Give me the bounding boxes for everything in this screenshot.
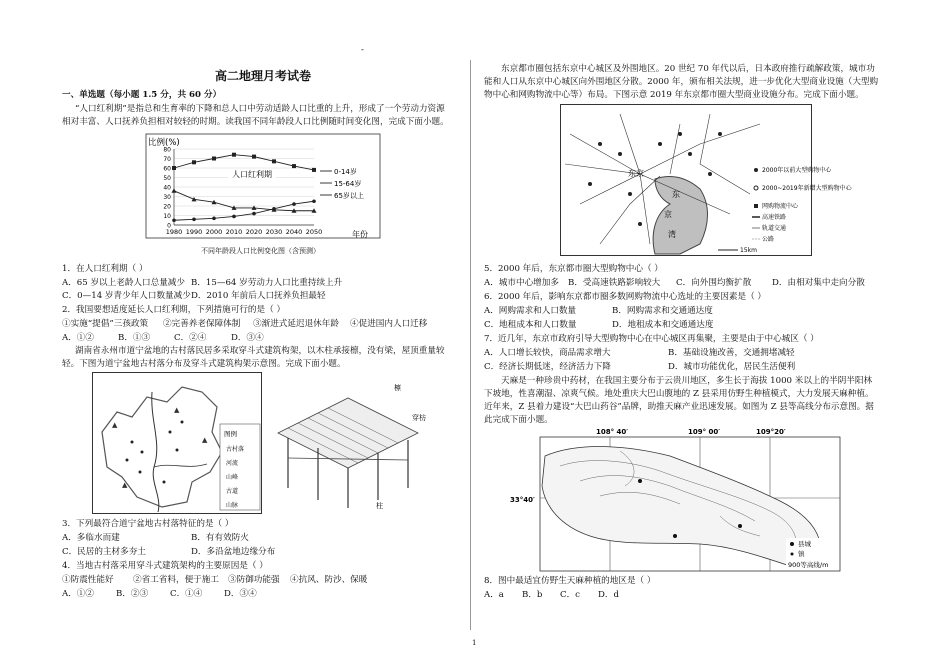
series-point bbox=[192, 160, 196, 164]
x-tick-label: 2000 bbox=[205, 228, 223, 236]
section-heading: 一、单选题（每小题 1.5 分，共 60 分） bbox=[62, 90, 222, 100]
q1-stem: 1．在人口红利期（ ） bbox=[62, 264, 148, 274]
x-tick-label: 1980 bbox=[165, 228, 183, 236]
q1-option-c[interactable]: C．0—14 岁青少年人口数量减少 bbox=[62, 291, 191, 301]
q1-option-d[interactable]: D．2010 年前后人口抚养负担最轻 bbox=[191, 291, 326, 301]
q2-item: ③渐进式延迟退休年龄 bbox=[253, 319, 339, 329]
right-intro2-line: 此完成下面小题。 bbox=[484, 415, 553, 425]
q7-option-a[interactable]: A．人口增长较快，商品需求增大 bbox=[484, 348, 611, 358]
q2-stem: 2．我国要想适度延长人口红利期，下列措施可行的是（ ） bbox=[62, 305, 286, 315]
header-mark: - bbox=[361, 45, 364, 55]
q5-option-d[interactable]: D．由相对集中走向分散 bbox=[772, 278, 865, 288]
series-point bbox=[292, 164, 296, 168]
x-tick-label: 2050 bbox=[305, 228, 323, 236]
chart-xlabel: 年份 bbox=[352, 230, 368, 239]
lat-label: 33°40′ bbox=[510, 496, 535, 504]
legend-item: 2000~2019年新增大型购物中心 bbox=[762, 185, 852, 192]
intro-line: “人口红利期”是指总和生育率的下降和总人口中劳动适龄人口比重的上升，形成了一个劳动力资源 bbox=[75, 104, 445, 114]
q8-stem: 8．图中最适宜仿野生天麻种植的地区是（ ） bbox=[484, 576, 656, 586]
y-tick-label: 30 bbox=[163, 194, 171, 201]
q6-option-c[interactable]: C．地租成本和人口数量 bbox=[484, 320, 577, 330]
q3-option-b[interactable]: B．有有效防火 bbox=[191, 533, 249, 543]
legend-item: 古村落 bbox=[226, 446, 245, 453]
y-tick-label: 20 bbox=[163, 203, 171, 211]
q2-option-c[interactable]: C．②④ bbox=[174, 333, 207, 343]
q4-option-a[interactable]: A．①② bbox=[62, 589, 94, 599]
label-tokyo: 东京 bbox=[628, 169, 644, 178]
q5-stem: 5．2000 年后，东京都市圈大型购物中心（ ） bbox=[484, 264, 663, 274]
q4-item: ③防御功能强 bbox=[228, 575, 280, 585]
label-chuanfang: 穿枋 bbox=[412, 414, 426, 422]
right-intro2-line: 下坡地，性喜潮湿、凉爽气候。地处重庆大巴山腹地的 Z 县采用仿野生种植模式，大力发展天麻种植。 bbox=[484, 389, 874, 399]
chart-caption: 不同年龄段人口比例变化图（含预测） bbox=[201, 247, 320, 255]
q4-item: ④抗风、防沙、保暖 bbox=[290, 575, 368, 585]
legend-item: 山峰 bbox=[226, 474, 239, 481]
q4-item: ①防震性能好 bbox=[62, 575, 114, 585]
scale-label: 15km bbox=[740, 247, 757, 254]
bay-label: 京 bbox=[664, 210, 672, 219]
q8-option-d[interactable]: D．d bbox=[598, 590, 619, 600]
y-tick-label: 70 bbox=[163, 156, 171, 163]
q7-option-d[interactable]: D．城市功能优化，居民生活便利 bbox=[668, 362, 796, 372]
right-intro-line: 物中心和网购物流中心等）布局。下图示意 2019 年东京都市圈大型商业设施分布。完成下面小题。 bbox=[484, 90, 864, 100]
q1-option-b[interactable]: B．15—64 岁劳动力人口比重持续上升 bbox=[191, 278, 343, 288]
y-tick-label: 40 bbox=[163, 184, 171, 192]
intro2-line: 湖南省永州市道宁盆地的古村落民居多采取穿斗式建筑构架，以木柱承接檩，没有梁，屋顶重量较 bbox=[75, 346, 445, 356]
legend-item: 县城 bbox=[798, 540, 811, 548]
label-zhu: 柱 bbox=[376, 502, 383, 510]
q3-stem: 3．下列最符合道宁盆地古村落特征的是（ ） bbox=[62, 519, 234, 529]
svg-text:▲: ▲ bbox=[122, 481, 128, 489]
q2-option-a[interactable]: A．①② bbox=[62, 333, 94, 343]
tokyo-bay bbox=[653, 176, 707, 254]
q5-option-a[interactable]: A．城市中心增加多 bbox=[484, 278, 559, 288]
series-point bbox=[312, 199, 316, 203]
daoning-map bbox=[92, 372, 262, 514]
intro-line: 相对丰富、人口抚养负担相对较轻的时期。读我国不同年龄段人口比例随时间变化图，完成下面小题。 bbox=[62, 117, 449, 127]
label-lin: 檩 bbox=[394, 384, 401, 392]
series-point bbox=[212, 157, 216, 161]
q8-option-c[interactable]: C．c bbox=[560, 590, 580, 600]
series-point bbox=[272, 159, 276, 163]
q2-item: ①实施“提倡”三孩政策 bbox=[62, 319, 149, 329]
q6-option-b[interactable]: B．网购需求和交通通达度 bbox=[612, 306, 713, 316]
svg-text:▲: ▲ bbox=[202, 436, 208, 444]
q7-option-c[interactable]: C．经济长期低迷，经济活力下降 bbox=[484, 362, 611, 372]
y-tick-label: 80 bbox=[163, 146, 171, 154]
q4-option-c[interactable]: C．①④ bbox=[170, 589, 203, 599]
lon-label: 109° 00′ bbox=[688, 428, 721, 436]
bay-label: 湾 bbox=[668, 230, 676, 239]
lon-label: 109°20′ bbox=[756, 428, 786, 436]
legend-item: 网购物流中心 bbox=[762, 203, 799, 210]
legend-item: 古道 bbox=[226, 488, 239, 495]
series-point bbox=[252, 155, 256, 159]
series-point bbox=[192, 218, 196, 222]
series-point bbox=[212, 217, 216, 221]
y-tick-label: 10 bbox=[163, 213, 171, 220]
svg-text:▲: ▲ bbox=[174, 406, 180, 414]
series-point bbox=[272, 207, 276, 211]
q8-option-b[interactable]: B．b bbox=[522, 590, 543, 600]
legend-item: 公路 bbox=[762, 236, 775, 243]
map-legend-title: 图例 bbox=[224, 430, 237, 438]
series-point bbox=[172, 218, 176, 222]
q6-option-d[interactable]: D．地租成本和交通通达度 bbox=[612, 320, 714, 330]
q5-option-c[interactable]: C．向外围均衡扩散 bbox=[676, 278, 752, 288]
q2-option-d[interactable]: D．③④ bbox=[231, 333, 264, 343]
right-intro2-line: 天麻是一种珍贵中药材，在我国主要分布于云贵川地区，多生长于海拔 1000 米以上的半阴半阳林 bbox=[501, 376, 873, 386]
x-tick-label: 2030 bbox=[265, 228, 283, 236]
q7-option-b[interactable]: B．基础设施改善，交通拥堵减轻 bbox=[668, 348, 795, 358]
chart-ylabel: 比例(%) bbox=[148, 138, 180, 148]
population-chart bbox=[142, 133, 382, 243]
column-divider bbox=[470, 60, 471, 630]
q3-option-c[interactable]: C．民居的主材多夯土 bbox=[62, 547, 146, 557]
series-point bbox=[292, 202, 296, 206]
q4-option-b[interactable]: B．②③ bbox=[116, 589, 149, 599]
right-intro2-line: 近年来，Z 县着力建设“大巴山药谷”品牌，助推天麻产业迅速发展。如图为 Z 县等高线分布示意图。据 bbox=[484, 402, 874, 412]
q2-option-b[interactable]: B．①③ bbox=[118, 333, 151, 343]
series-point bbox=[252, 212, 256, 216]
q4-stem: 4．当地古村落采用穿斗式建筑架构的主要原因是（ ） bbox=[62, 561, 268, 571]
series-point bbox=[232, 215, 236, 219]
legend-label: 15-64岁 bbox=[334, 180, 362, 188]
series-point bbox=[232, 153, 236, 157]
x-tick-label: 2010 bbox=[225, 228, 243, 236]
q1-option-a[interactable]: A．65 岁以上老龄人口总量减少 bbox=[62, 278, 185, 288]
svg-text:▲: ▲ bbox=[112, 421, 118, 429]
chart-title: 人口红利期 bbox=[232, 170, 272, 179]
q6-option-a[interactable]: A．网购需求和人口数量 bbox=[484, 306, 577, 316]
intro2-line: 轻。下图为道宁盆地古村落分布及穿斗式建筑构架示意图。完成下面小题。 bbox=[62, 359, 346, 369]
legend-label: 0-14岁 bbox=[334, 168, 357, 176]
bay-label: 东 bbox=[672, 190, 680, 199]
y-tick-label: 0 bbox=[167, 222, 171, 230]
q7-stem: 7．近几年，东京市政府引导大型购物中心在中心城区再集聚，主要是由于中心城区（ ） bbox=[484, 334, 819, 344]
x-tick-label: 2020 bbox=[245, 228, 263, 236]
tokyo-map bbox=[560, 104, 852, 256]
page-number: 1 bbox=[472, 639, 477, 647]
q6-stem: 6．2000 年后，影响东京都市圈多数网购物流中心选址的主要因素是（ ） bbox=[484, 292, 767, 302]
q4-option-d[interactable]: D．③④ bbox=[224, 589, 257, 599]
right-intro-line: 能和人口从东京中心城区向外围地区分散。2000 年，颁布相关法规，进一步优化大型商业设施（大型购 bbox=[484, 77, 879, 87]
legend-item: 高速铁路 bbox=[762, 214, 787, 221]
x-tick-label: 1990 bbox=[185, 228, 203, 236]
q3-option-d[interactable]: D．多沿盆地边缘分布 bbox=[191, 547, 276, 557]
legend-item: 河流 bbox=[226, 460, 239, 467]
q3-option-a[interactable]: A．多临水而建 bbox=[62, 533, 120, 543]
q4-item: ②省工省料，便于施工 bbox=[133, 575, 219, 585]
legend-label: 65岁以上 bbox=[334, 192, 364, 200]
lon-label: 108° 40′ bbox=[596, 428, 629, 436]
chuandou-structure bbox=[268, 378, 428, 512]
legend-item: 镇 bbox=[798, 550, 805, 558]
series-point bbox=[172, 166, 176, 170]
legend-item: 900等高线/m bbox=[788, 561, 829, 569]
y-tick-label: 60 bbox=[163, 165, 171, 173]
q5-option-b[interactable]: B．受高速铁路影响较大 bbox=[568, 278, 661, 288]
right-intro-line: 东京都市圈包括东京中心城区及外围地区。20 世纪 70 年代以后，日本政府推行疏解政策，城市功 bbox=[501, 64, 875, 74]
q8-option-a[interactable]: A．a bbox=[484, 590, 504, 600]
z-county-topo-map bbox=[500, 426, 862, 574]
q2-item: ④促进国内人口迁移 bbox=[350, 319, 428, 329]
y-tick-label: 50 bbox=[163, 175, 171, 182]
legend-item: 轨道交通 bbox=[762, 225, 787, 232]
page-title: 高二地理月考试卷 bbox=[215, 69, 312, 83]
legend-item: 山脉 bbox=[226, 502, 239, 509]
x-tick-label: 2040 bbox=[285, 228, 303, 236]
legend-item: 2000年以前大型购物中心 bbox=[762, 167, 832, 174]
q2-item: ②完善养老保障体制 bbox=[163, 319, 241, 329]
series-point bbox=[312, 168, 316, 172]
